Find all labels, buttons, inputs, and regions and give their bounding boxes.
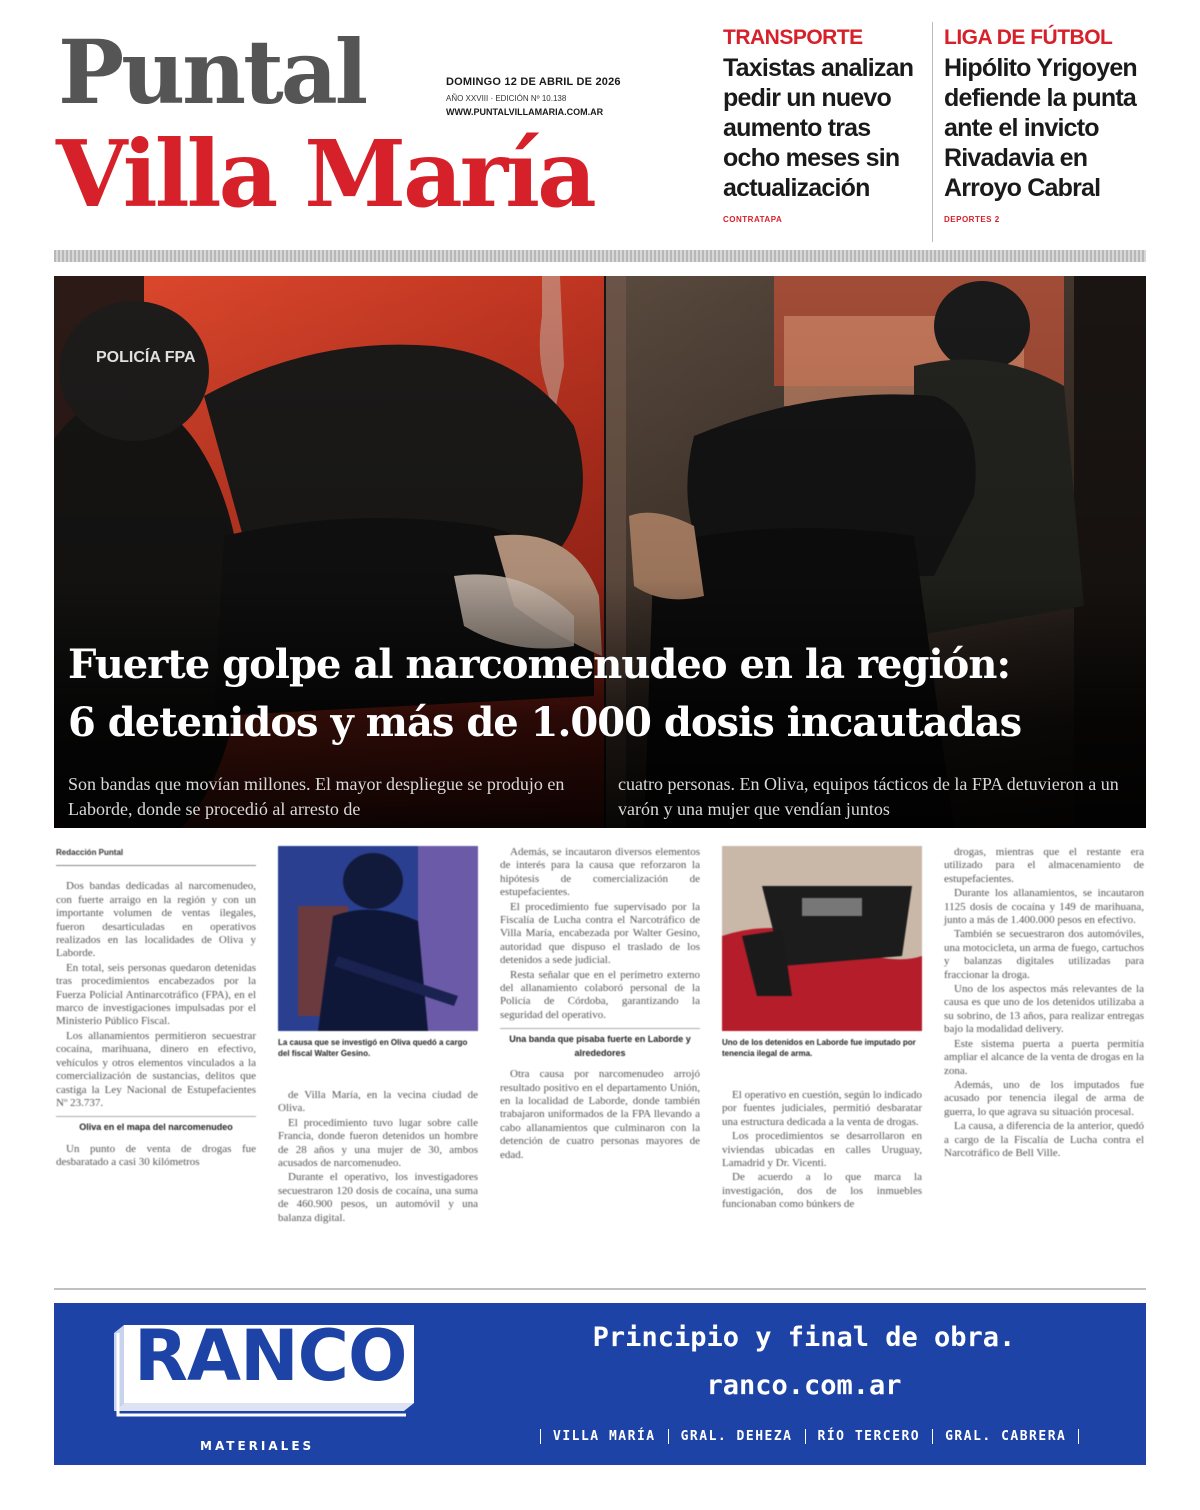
paragraph: Durante el operativo, los investigadores secuestraron 120 dosis de cocaína, una suma de 460.900 pesos, un automóvil y una balanza digital. [278, 1171, 478, 1224]
photo-caption: La causa que se investigó en Oliva quedó a cargo del fiscal Walter Gesino. [278, 1038, 468, 1058]
ranco-advertisement[interactable] [54, 1303, 1146, 1465]
issue-date: DOMINGO 12 DE ABRIL DE 2026 [446, 76, 621, 88]
ranco-sublogo: MATERIALES [200, 1439, 315, 1453]
ad-tagline: Principio y final de obra. [592, 1322, 1016, 1353]
masthead-rule [54, 250, 1146, 262]
hero-headline[interactable] [68, 636, 1138, 752]
masthead-meta [446, 76, 686, 117]
paragraph: Un punto de venta de drogas fue desbaratado a casi 30 kilómetros [56, 1142, 256, 1169]
paragraph: de Villa María, en la vecina ciudad de Oliva. [278, 1089, 478, 1115]
teaser-kicker: LIGA DE FÚTBOL [944, 26, 1113, 49]
subheading: Oliva en el mapa del narcomenudeo [56, 1116, 256, 1134]
teaser-page-ref: DEPORTES 2 [944, 215, 1000, 225]
article-column-4 [722, 846, 922, 1213]
photo-oliva-image [278, 846, 478, 1031]
ad-location: VILLA MARÍA [540, 1429, 668, 1444]
teaser-kicker: TRANSPORTE [723, 26, 863, 49]
photo-laborde [722, 846, 922, 1031]
article-column-5 [944, 846, 1144, 1161]
photo-caption: Uno de los detenidos en Laborde fue imputado por tenencia ilegal de arma. [722, 1038, 916, 1058]
article-column-3 [500, 846, 700, 1163]
paragraph: Resta señalar que en el perímetro externo del allanamiento colaboró personal de la Policía de Córdoba, garantizando la seguridad del operativo. [500, 968, 700, 1021]
paragraph: Dos bandas dedicadas al narcomenudeo, con fuerte arraigo en la región y con un importante volumen de ventas ilegales, fueron desarticuladas en operativos realizados en las localidades de Oliva y Laborde. [56, 880, 256, 960]
masthead-name-bottom: Villa María [56, 120, 594, 228]
website-link[interactable]: WWW.PUNTALVILLAMARIA.COM.AR [446, 107, 604, 117]
article-column-1 [56, 846, 256, 1171]
hero-headline-line: Fuerte golpe al narcomenudeo en la región: [68, 641, 1011, 688]
paragraph: La causa, a diferencia de la anterior, quedó a cargo de la Fiscalía de Lucha contra el Narcotráfico de Bell Ville. [944, 1120, 1144, 1159]
teaser-headline: Hipólito Yrigoyen defiende la punta ante el invicto Rivadavia en Arroyo Cabral [944, 54, 1137, 203]
paragraph: El operativo en cuestión, según lo indicado por fuentes judiciales, permitió desbaratar una estructura dedicada a la venta de drogas. [722, 1089, 922, 1128]
ad-separator [54, 1288, 1146, 1290]
issue-edition: AÑO XXVIII · EDICIÓN Nº 10.138 [446, 94, 567, 103]
photo-laborde-image [722, 846, 922, 1031]
ad-website[interactable]: ranco.com.ar [706, 1370, 902, 1401]
paragraph: Otra causa por narcomenudeo arrojó resultado positivo en el departamento Unión, en la localidad de Laborde, donde también trabajaron uniformados de la FPA llevando a cabo allanamientos que culminaron con la detención de cuatro personas mayores de edad. [500, 1068, 700, 1161]
article-column-2 [278, 846, 478, 1226]
paragraph: El procedimiento tuvo lugar sobre calle Francia, donde fueron detenidos un hombre de 28 años y una mujer de 30, ambos acusados de narcomenudeo. [278, 1116, 478, 1170]
paragraph: De acuerdo a lo que marca la investigación, dos de los inmuebles funcionaban como búnkers de [722, 1171, 922, 1211]
paragraph: El procedimiento fue supervisado por la Fiscalía de Lucha contra el Narcotráfico de Villa María, encabezada por Walter Gesino, autoridad que dispuso el traslado de los detenidos a sede judicial. [500, 900, 700, 967]
paragraph: drogas, mientras que el restante era utilizado para el almacenamiento de estupefacientes. [944, 846, 1144, 885]
hero-headline-line: 6 detenidos y más de 1.000 dosis incautadas [68, 699, 1022, 746]
photo-oliva [278, 846, 478, 1031]
ad-location: GRAL. CABRERA [932, 1429, 1079, 1444]
ad-locations [540, 1429, 1079, 1444]
paragraph: En total, seis personas quedaron detenidas tras procedimientos encabezados por la Fuerza Policial Antinarcotráfico (FPA), en el marco de investigaciones impulsadas por el Ministerio Público Fiscal. [56, 961, 256, 1028]
teaser-headline: Taxistas analizan pedir un nuevo aumento tras ocho meses sin actualización [723, 54, 914, 203]
teaser-liga-futbol[interactable] [944, 26, 1144, 224]
paragraph: Además, uno de los imputados fue acusado por tenencia ilegal de arma de guerra, lo que agrava su situación procesal. [944, 1078, 1144, 1118]
paragraph: Durante los allanamientos, se incautaron 1125 dosis de cocaína y 149 de marihuana, junto a más de 1.400.000 pesos en efectivo. [944, 887, 1144, 927]
masthead-name-top: Puntal [58, 20, 366, 124]
subheading: Una banda que pisaba fuerte en Laborde y alrededores [500, 1028, 700, 1060]
paragraph: Los allanamientos permitieron secuestrar cocaína, marihuana, dinero en efectivo, vehículos y otros elementos vinculados a la comercialización de sustancias, delitos que castiga la Ley Nacional de Estupefacientes Nº 23.737. [56, 1029, 256, 1109]
hero-story[interactable] [54, 276, 1146, 828]
hero-subhead [68, 772, 1138, 822]
hero-subhead-right: cuatro personas. En Oliva, equipos tácticos de la FPA detuvieron a un varón y una mujer que vendían juntos [618, 774, 1119, 819]
byline: Redacción Puntal [56, 846, 256, 866]
teaser-page-ref: CONTRATAPA [723, 215, 783, 225]
teaser-divider [932, 22, 933, 242]
paragraph: Este sistema puerta a puerta permitía ampliar el alcance de la venta de drogas en la zona. [944, 1037, 1144, 1077]
paragraph: Además, se incautaron diversos elementos de interés para la causa que reforzaron la hipótesis de comercialización de estupefacientes. [500, 846, 700, 899]
hero-subhead-left: Son bandas que movían millones. El mayor despliegue se produjo en Laborde, donde se procedió al arresto de [68, 774, 565, 819]
paragraph: También se secuestraron dos automóviles, una motocicleta, un arma de fuego, cartuchos y balanzas digitales utilizadas para fraccionar la droga. [944, 928, 1144, 981]
ad-location: RÍO TERCERO [805, 1429, 933, 1444]
paragraph: Los procedimientos se desarrollaron en viviendas ubicadas en calles Uruguay, Lamadrid y Dr. Vicenti. [722, 1130, 922, 1170]
ad-location: GRAL. DEHEZA [668, 1429, 805, 1444]
paragraph: Uno de los aspectos más relevantes de la causa es que uno de los detenidos utilizaba a su sobrino, de 13 años, para realizar entregas bajo la modalidad delivery. [944, 983, 1144, 1036]
teaser-transporte[interactable] [723, 26, 923, 224]
ranco-logo-text: RANCO [134, 1315, 407, 1397]
